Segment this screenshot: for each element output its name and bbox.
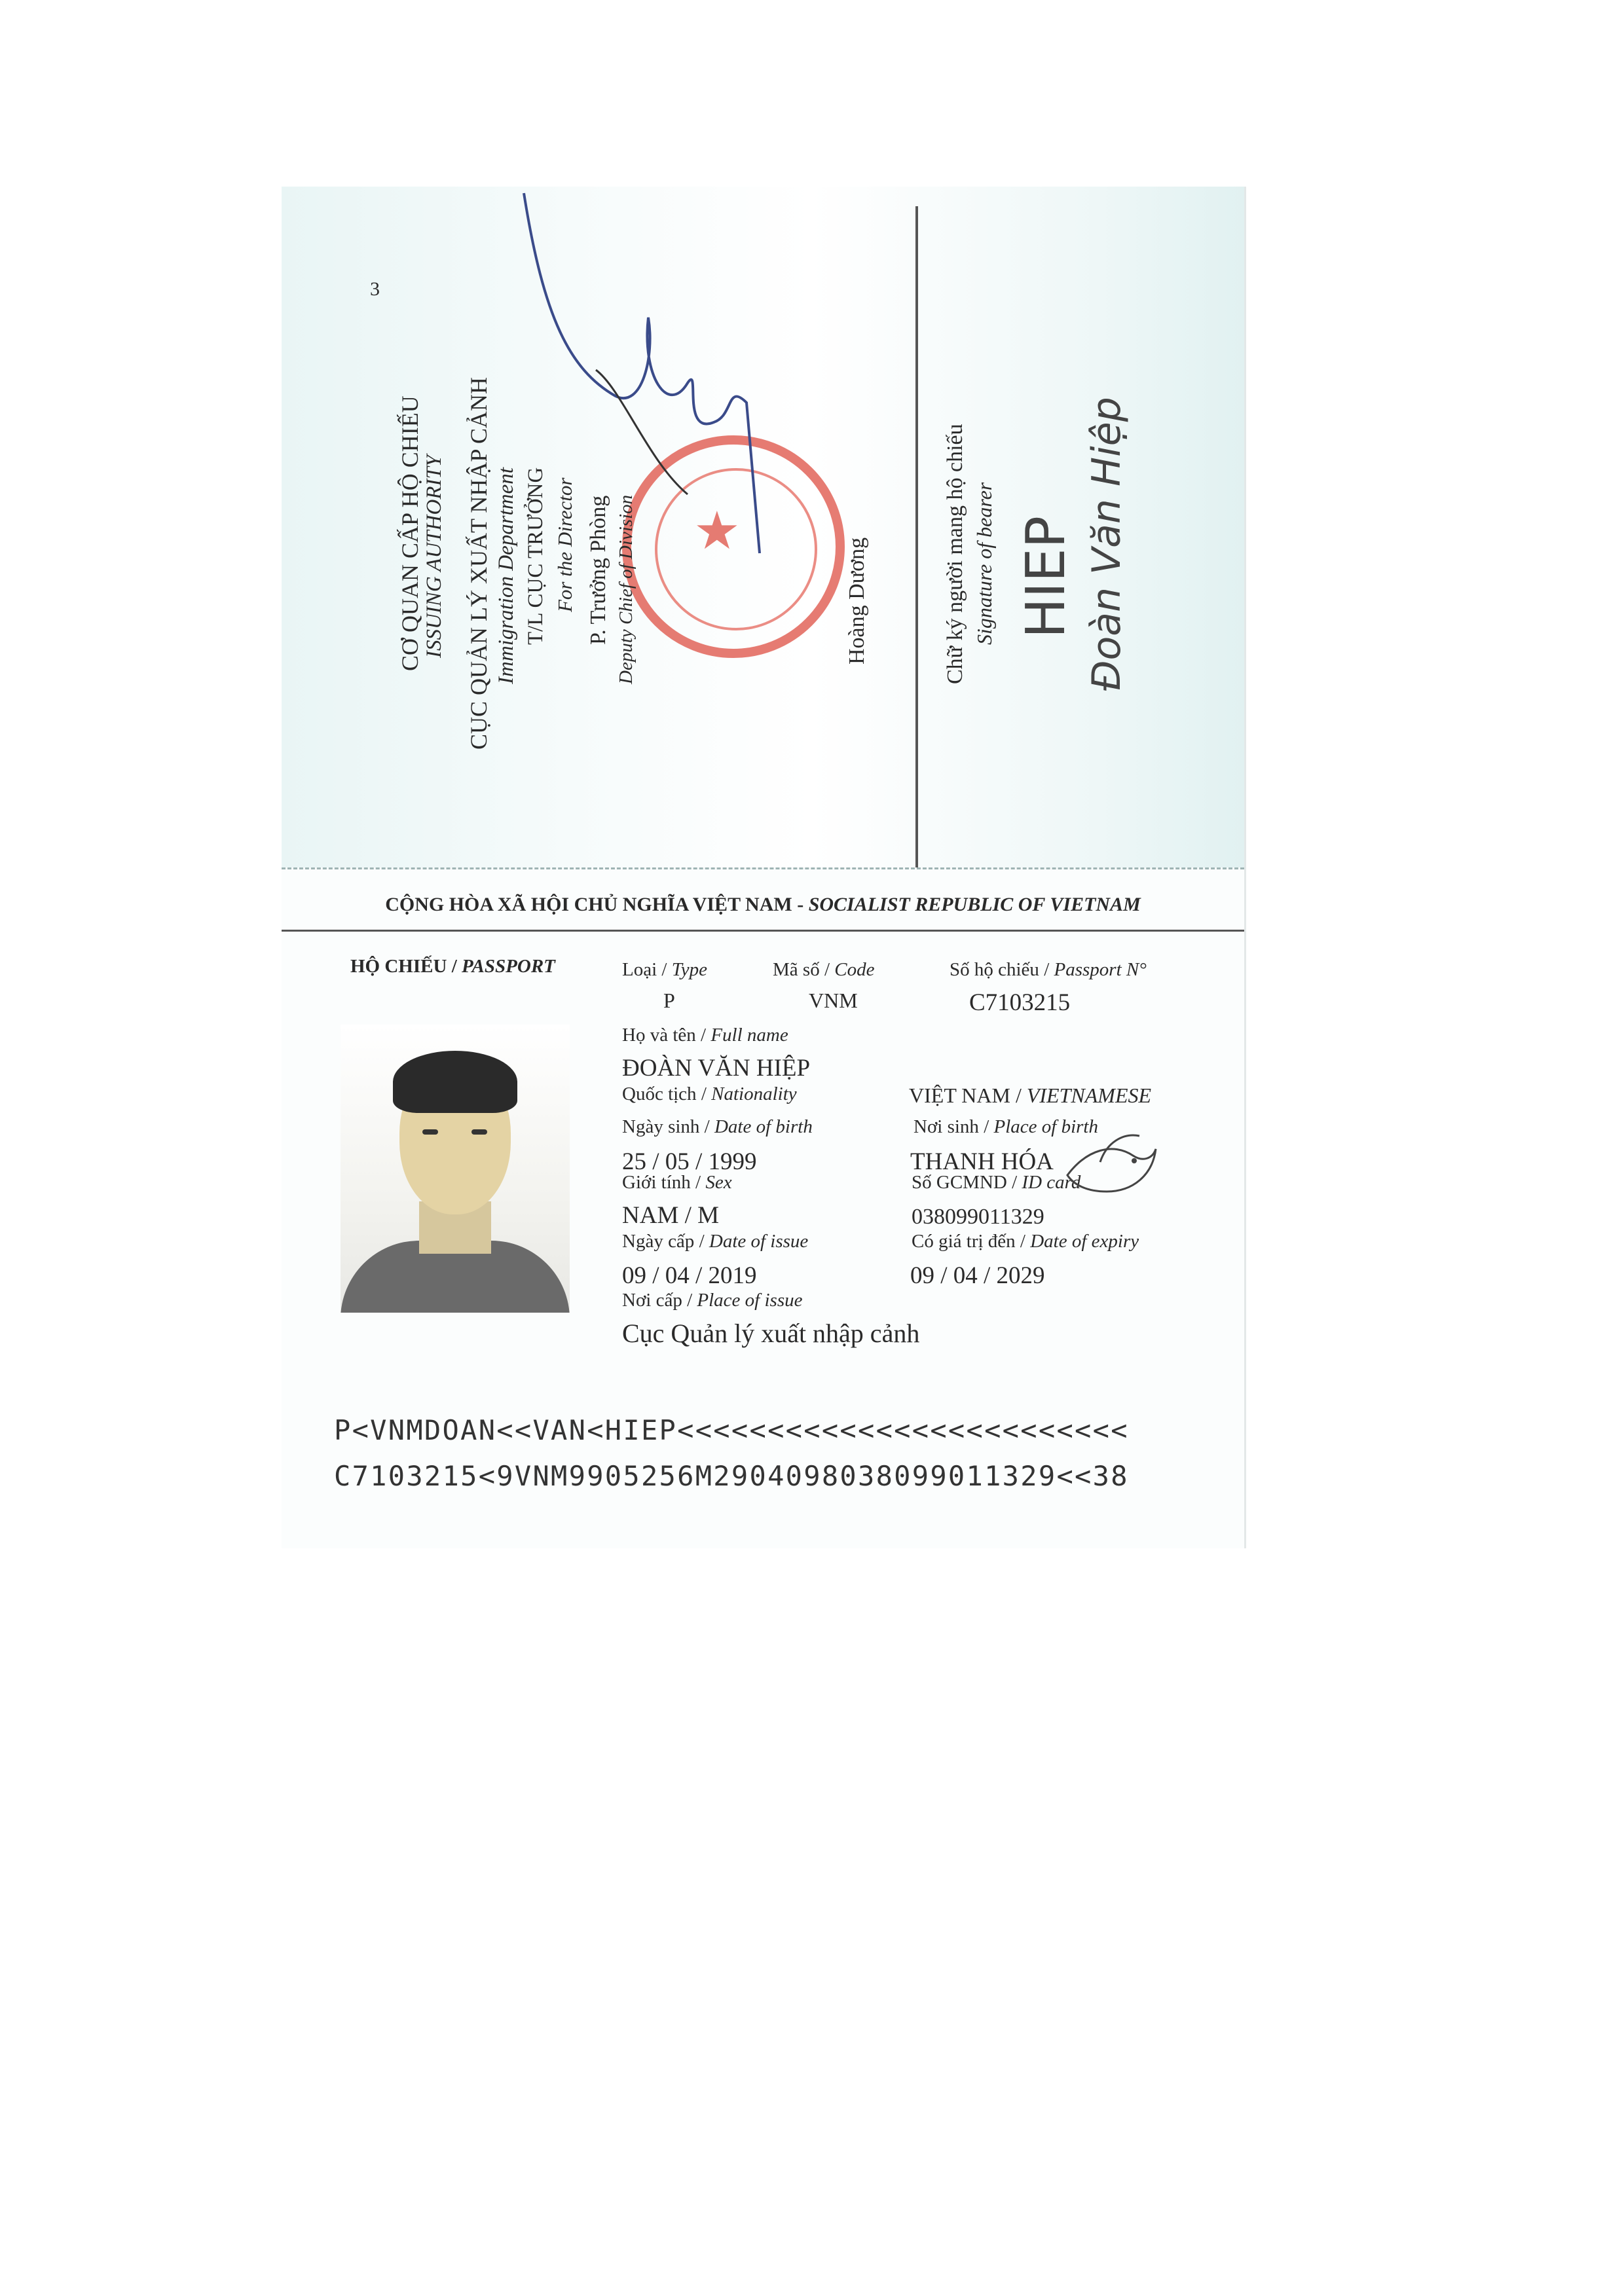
- document-type-label: HỘ CHIẾU / PASSPORT: [350, 956, 555, 977]
- passport-scan: [282, 187, 1246, 1548]
- director-en: For the Director: [553, 477, 576, 612]
- issuing-authority-vi: CƠ QUAN CẤP HỘ CHIẾU: [397, 395, 423, 671]
- issuing-authority-en: ISSUING AUTHORITY: [422, 454, 446, 658]
- bearer-signature-block: HIEP: [1015, 515, 1077, 638]
- department-en: Immigration Department: [494, 467, 518, 684]
- nationality-label: Quốc tịch / Nationality: [622, 1084, 797, 1104]
- bearer-photo: [341, 1025, 570, 1313]
- sex-value: NAM / M: [622, 1202, 720, 1229]
- passport-number-value: C7103215: [969, 989, 1071, 1016]
- full-name-label: Họ và tên / Full name: [622, 1025, 788, 1046]
- country-vi: CỘNG HÒA XÃ HỘI CHỦ NGHĨA VIỆT NAM: [385, 894, 792, 915]
- dob-label: Ngày sinh / Date of birth: [622, 1116, 813, 1137]
- expiry-date-label: Có giá trị đến / Date of expiry: [912, 1231, 1139, 1252]
- page-divider: [915, 206, 918, 867]
- type-label: Loại / Type: [622, 959, 707, 980]
- mrz-line-2: C7103215<9VNM9905256M2904098038099011329<<38: [334, 1460, 1129, 1492]
- passport-number-label: Số hộ chiếu / Passport N°: [950, 959, 1147, 980]
- id-card-value: 038099011329: [912, 1205, 1044, 1229]
- bearer-signature-label-en: Signature of bearer: [972, 482, 996, 645]
- sex-label: Giới tính / Sex: [622, 1172, 732, 1193]
- bearer-signature-cursive: Đoàn Văn Hiệp: [1084, 397, 1130, 691]
- official-seal: ★: [622, 435, 845, 658]
- fold-line: [282, 867, 1244, 869]
- place-of-issue-label: Nơi cấp / Place of issue: [622, 1290, 803, 1311]
- dove-stamp-icon: [1061, 1123, 1159, 1208]
- dob-value: 25 / 05 / 1999: [622, 1148, 757, 1175]
- deputy-en: Deputy Chief of Division: [616, 494, 637, 684]
- header-rule: [282, 930, 1244, 932]
- director-vi: T/L CỤC TRƯỞNG: [524, 467, 547, 645]
- code-value: VNM: [809, 989, 858, 1012]
- page-number: 3: [370, 278, 380, 300]
- pob-value: THANH HÓA: [910, 1148, 1054, 1175]
- department-vi: CỤC QUẢN LÝ XUẤT NHẬP CẢNH: [466, 376, 492, 750]
- issue-date-label: Ngày cấp / Date of issue: [622, 1231, 809, 1252]
- country-en: SOCIALIST REPUBLIC OF VIETNAM: [808, 894, 1141, 915]
- id-card-label: Số GCMND / ID card: [912, 1172, 1081, 1193]
- pob-label: Nơi sinh / Place of birth: [913, 1116, 1098, 1137]
- country-header: CỘNG HÒA XÃ HỘI CHỦ NGHĨA VIỆT NAM - SOCIALIST REPUBLIC OF VIETNAM: [385, 894, 1141, 915]
- authority-page: [282, 187, 1244, 867]
- full-name-value: ĐOÀN VĂN HIỆP: [622, 1055, 811, 1082]
- type-value: P: [663, 989, 675, 1012]
- bearer-signature-label-vi: Chữ ký người mang hộ chiếu: [943, 424, 967, 684]
- nationality-value: VIỆT NAM / VIETNAMESE: [909, 1084, 1152, 1107]
- code-label: Mã số / Code: [773, 959, 875, 980]
- official-name: Hoàng Dương: [845, 537, 869, 665]
- place-of-issue-value: Cục Quản lý xuất nhập cảnh: [622, 1319, 920, 1348]
- issue-date-value: 09 / 04 / 2019: [622, 1262, 757, 1289]
- expiry-date-value: 09 / 04 / 2029: [910, 1262, 1045, 1289]
- mrz-line-1: P<VNMDOAN<<VAN<HIEP<<<<<<<<<<<<<<<<<<<<<<<<<: [334, 1414, 1129, 1446]
- deputy-vi: P. Trưởng Phòng: [586, 495, 610, 645]
